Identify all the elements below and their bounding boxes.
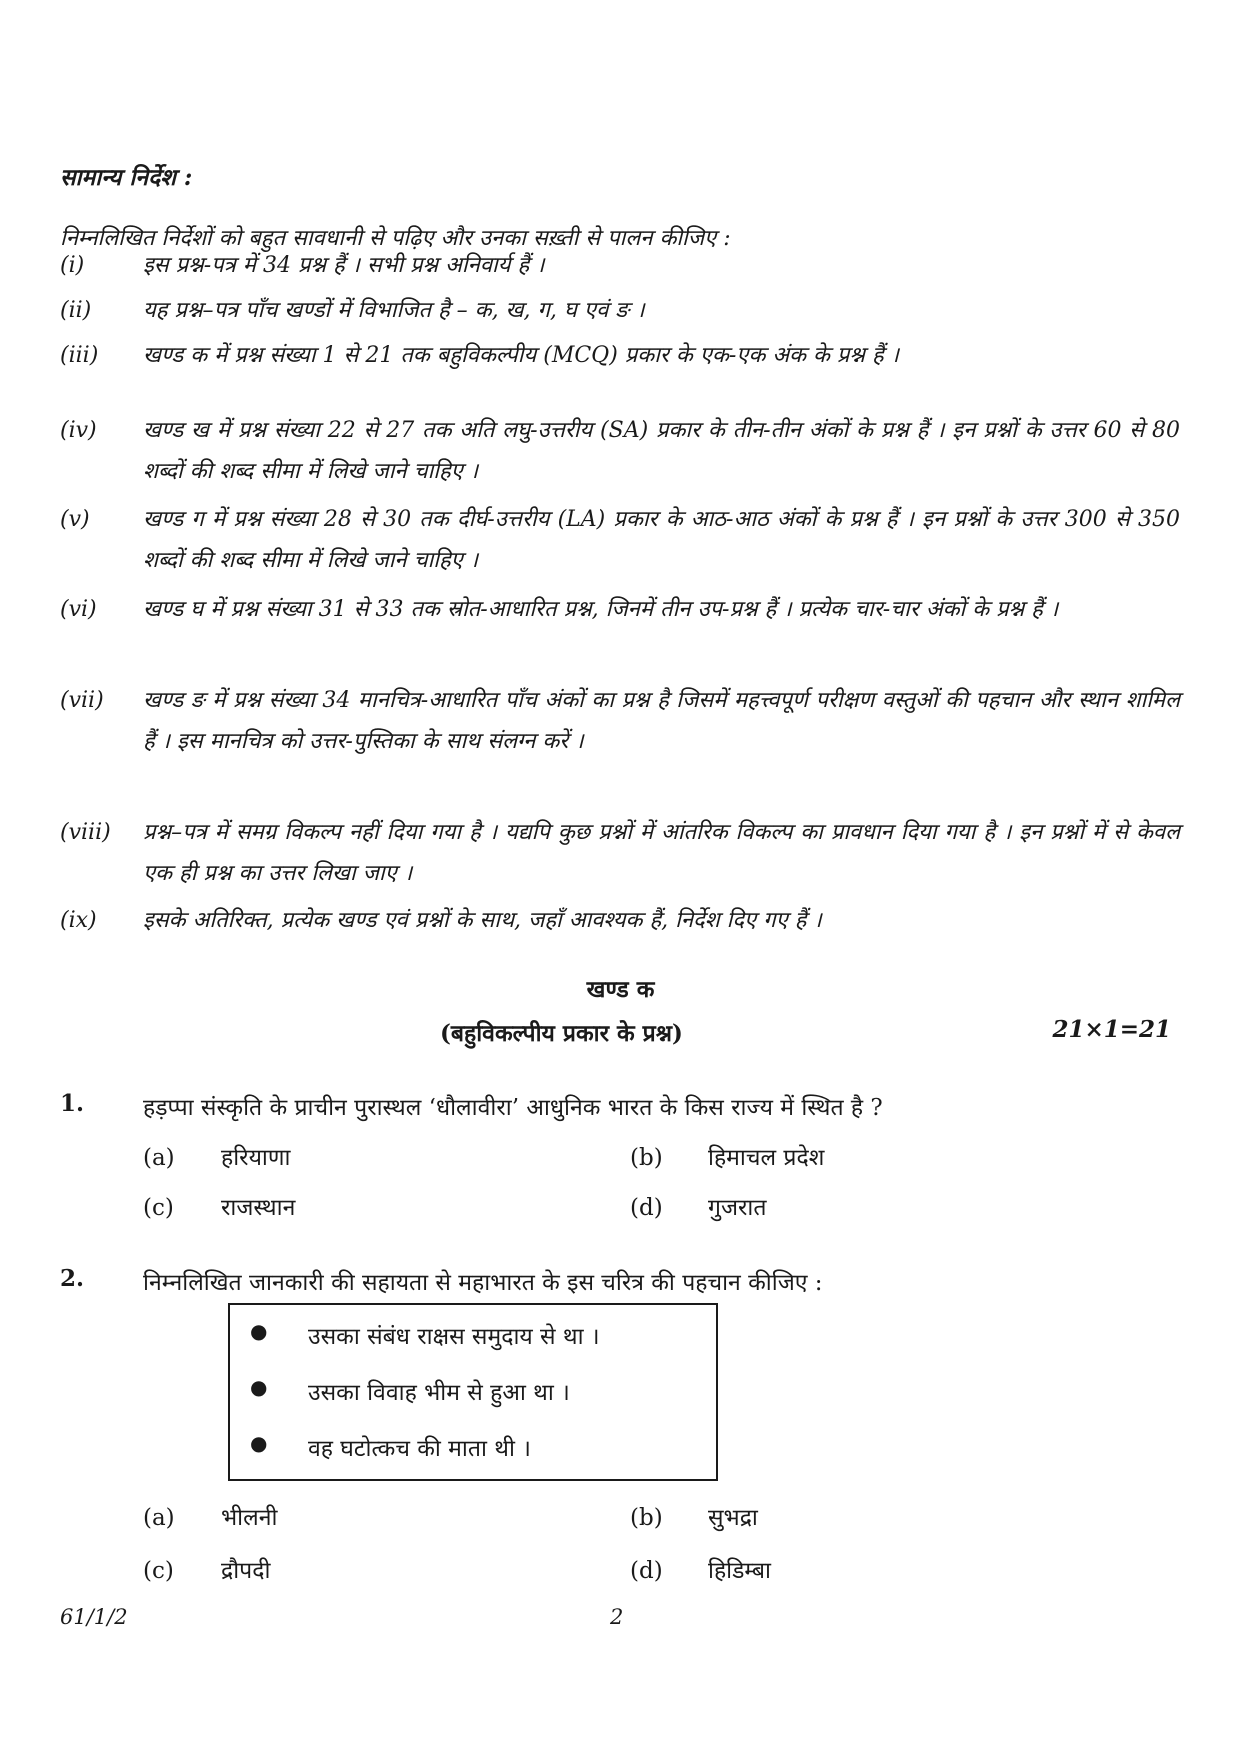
instruction-item bbox=[60, 410, 1180, 492]
clue-text: उसका विवाह भीम से हुआ था । bbox=[308, 1380, 570, 1406]
instruction-text: यह प्रश्न–पत्र पाँच खण्डों में विभाजित है – क, ख, ग, घ एवं ङ । bbox=[143, 298, 645, 323]
option bbox=[630, 1140, 824, 1172]
clue-text: वह घटोत्कच की माता थी । bbox=[308, 1436, 531, 1462]
section-subtitle: (बहुविकल्पीय प्रकार के प्रश्न) bbox=[440, 1020, 683, 1047]
option-label: (d) bbox=[630, 1558, 663, 1584]
instruction-item bbox=[60, 499, 1180, 581]
option-text: द्रौपदी bbox=[221, 1558, 271, 1584]
instruction-number: (i) bbox=[60, 253, 85, 278]
instruction-text: खण्ड क में प्रश्न संख्या 1 से 21 तक बहुविकल्पीय (MCQ) प्रकार के एक-एक अंक के प्रश्न हैं । bbox=[143, 343, 899, 368]
instruction-number: (iii) bbox=[60, 343, 99, 368]
option bbox=[143, 1500, 277, 1532]
instruction-text: खण्ड ङ में प्रश्न संख्या 34 मानचित्र-आधारित पाँच अंकों का प्रश्न है जिसमें महत्त्वपूर्ण परीक्षण वस्तुओं की पहचान और स्थान शामिल हैं । इस मानचित्र को उत्तर-पुस्तिका के साथ संलग्न करें । bbox=[143, 688, 1180, 754]
instruction-text: खण्ड घ में प्रश्न संख्या 31 से 33 तक स्रोत-आधारित प्रश्न, जिनमें तीन उप-प्रश्न हैं । प्रत्येक चार-चार अंकों के प्रश्न हैं । bbox=[143, 597, 1059, 622]
option-text: हिडिम्बा bbox=[708, 1558, 771, 1584]
option-text: हिमाचल प्रदेश bbox=[708, 1145, 825, 1171]
paper-code: 61/1/2 bbox=[60, 1605, 128, 1629]
question-number: 1. bbox=[60, 1090, 85, 1117]
option-label: (a) bbox=[143, 1505, 175, 1531]
bullet-icon: ● bbox=[250, 1431, 268, 1455]
bullet-icon: ● bbox=[250, 1319, 268, 1343]
option-label: (a) bbox=[143, 1145, 175, 1171]
instruction-item bbox=[60, 290, 1180, 331]
question-text: हड़प्पा संस्कृति के प्राचीन पुरास्थल ‘धौलावीरा’ आधुनिक भारत के किस राज्य में स्थित है ? bbox=[143, 1095, 883, 1121]
option-label: (c) bbox=[143, 1558, 174, 1584]
option-label: (d) bbox=[630, 1195, 663, 1221]
instruction-item bbox=[60, 335, 1180, 376]
option-label: (b) bbox=[630, 1145, 663, 1171]
instructions-heading: सामान्य निर्देश : bbox=[60, 164, 193, 191]
instruction-item bbox=[60, 812, 1180, 894]
instruction-text: खण्ड ग में प्रश्न संख्या 28 से 30 तक दीर्घ-उत्तरीय (LA) प्रकार के आठ-आठ अंकों के प्रश्न हैं । इन प्रश्नों के उत्तर 300 से 350 शब्दों की शब्द सीमा में लिखे जाने चाहिए । bbox=[143, 507, 1181, 573]
instruction-number: (ii) bbox=[60, 298, 92, 323]
instruction-number: (vii) bbox=[60, 688, 104, 713]
instruction-number: (viii) bbox=[60, 820, 111, 845]
option-text: सुभद्रा bbox=[708, 1505, 758, 1531]
clue-box bbox=[228, 1303, 718, 1481]
instruction-number: (v) bbox=[60, 507, 90, 532]
option bbox=[143, 1190, 295, 1222]
option-label: (b) bbox=[630, 1505, 663, 1531]
option bbox=[630, 1500, 758, 1532]
instruction-item bbox=[60, 245, 1180, 286]
instruction-item bbox=[60, 589, 1180, 630]
option bbox=[630, 1190, 767, 1222]
instruction-number: (iv) bbox=[60, 418, 97, 443]
instruction-item bbox=[60, 680, 1180, 762]
instruction-item bbox=[60, 900, 1180, 941]
instruction-text: खण्ड ख में प्रश्न संख्या 22 से 27 तक अति लघु-उत्तरीय (SA) प्रकार के तीन-तीन अंकों के प्रश्न हैं । इन प्रश्नों के उत्तर 60 से 80 शब्दों की शब्द सीमा में लिखे जाने चाहिए । bbox=[143, 418, 1180, 484]
instruction-text: इसके अतिरिक्त, प्रत्येक खण्ड एवं प्रश्नों के साथ, जहाँ आवश्यक हैं, निर्देश दिए गए हैं । bbox=[143, 908, 822, 933]
option-text: भीलनी bbox=[221, 1505, 278, 1531]
option bbox=[630, 1553, 771, 1585]
instruction-number: (ix) bbox=[60, 908, 97, 933]
page-number: 2 bbox=[610, 1605, 624, 1629]
option bbox=[143, 1140, 290, 1172]
section-title: खण्ड क bbox=[586, 976, 655, 1003]
option-text: राजस्थान bbox=[221, 1195, 296, 1221]
option bbox=[143, 1553, 270, 1585]
question-number: 2. bbox=[60, 1265, 85, 1292]
question-text: निम्नलिखित जानकारी की सहायता से महाभारत के इस चरित्र की पहचान कीजिए : bbox=[143, 1270, 823, 1296]
instruction-number: (vi) bbox=[60, 597, 97, 622]
instructions-intro: निम्नलिखित निर्देशों को बहुत सावधानी से पढ़िए और उनका सख़्ती से पालन कीजिए : bbox=[60, 226, 731, 251]
option-label: (c) bbox=[143, 1195, 174, 1221]
instruction-text: इस प्रश्न-पत्र में 34 प्रश्न हैं । सभी प्रश्न अनिवार्य हैं । bbox=[143, 253, 545, 278]
clue-text: उसका संबंध राक्षस समुदाय से था । bbox=[308, 1324, 600, 1350]
option-text: हरियाणा bbox=[221, 1145, 291, 1171]
option-text: गुजरात bbox=[708, 1195, 767, 1221]
bullet-icon: ● bbox=[250, 1375, 268, 1399]
section-marks: 21×1=21 bbox=[1052, 1016, 1171, 1043]
instruction-text: प्रश्न–पत्र में समग्र विकल्प नहीं दिया गया है । यद्यपि कुछ प्रश्नों में आंतरिक विकल्प का प्रावधान दिया गया है । इन प्रश्नों में से केवल एक ही प्रश्न का उत्तर लिखा जाए । bbox=[143, 820, 1180, 886]
